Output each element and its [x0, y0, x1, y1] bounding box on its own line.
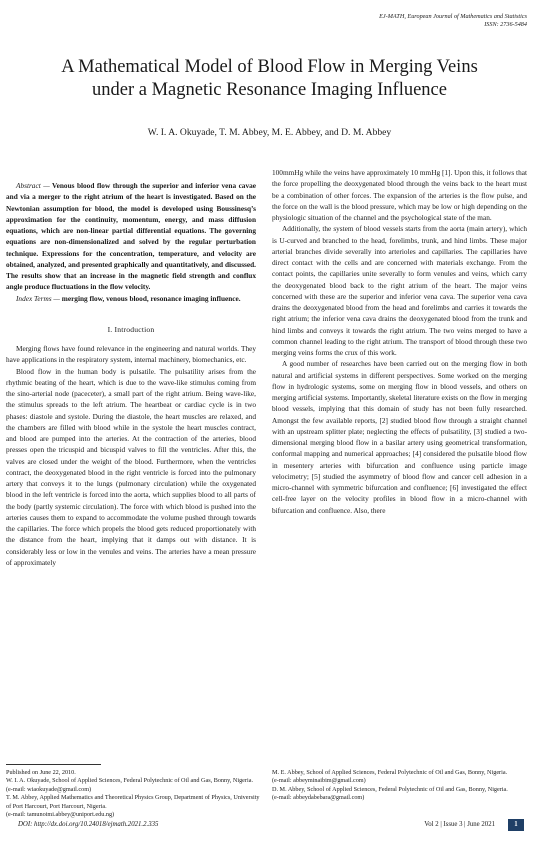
- left-column: [6, 180, 256, 568]
- right-column: [272, 167, 527, 516]
- footnote-email: (e-mail: abbeydabebara@gmail.com): [272, 794, 365, 802]
- footnote: D. M. Abbey, School of Applied Sciences, Federal Polytechnic of Oil and Gas, Bonny, Nigeria.: [272, 785, 508, 793]
- body-paragraph: Additionally, the system of blood vessels starts from the aorta (main artery), which is U-curved and branched to the head, forelimbs, trunk, and hind limbs. These major arterial branches divide severally into arterioles and capillaries. The capillaries have direct contact with the cells and are concerned with materials exchange. From the contact points, the capillaries unite severally to form venules and veins, which carry the deoxygenated blood back to the right atrium of the heart. The major veins concerned with these are the superior and inferior vena cava. The superior vena cava drains the deoxygenated blood from the head and forelimbs and carries it towards the right atrium; the inferior vena cava drains the deoxygenated blood from the trunk and hind limbs and conveys it towards the right atrium. The two veins merged to have a common channel leading to the right atrium. The transport of blood through these two merging veins forms the crux of this work.: [272, 224, 527, 357]
- doi-link[interactable]: DOI: http://dx.doi.org/10.24018/ejmath.2021.2.335: [18, 821, 159, 828]
- issn: ISSN: 2736-5484: [484, 21, 527, 28]
- index-terms-label: Index Terms —: [16, 293, 60, 303]
- author-list: W. I. A. Okuyade, T. M. Abbey, M. E. Abbey, and D. M. Abbey: [147, 127, 392, 138]
- index-terms: [6, 293, 256, 304]
- page-number-badge: 1: [508, 819, 524, 831]
- volume-info: Vol 2 | Issue 3 | June 2021: [424, 821, 495, 828]
- section-heading-introduction: I. Introduction: [107, 324, 155, 334]
- abstract: [6, 180, 256, 293]
- footnote-email: (e-mail: abbeyminaibim@gmail.com): [272, 777, 366, 785]
- body-paragraph: A good number of researches have been carried out on the merging flow in both natural and artificial systems in different perspectives. Some worked on the merging flow in hydrologic systems, some on merging flow in blood vessels, and others on merging artificial systems. Importantly, skeletal literature exists on the flow in merging blood vessels, implying that this domain of study has not been fully researched. Amongst the few available reports, [2] studied blood flow through a straight channel with an upstream splitter plate; neglecting the effects of pulsatility, [3] studied a two-dimensional merging blood flow in a basilar artery using geometrical transformation, conformal mapping and numerical approaches; [4] considered the pulsatile blood flow in mesentery arteries with bifurcation and confluence using particle image velocimetry; [5] studied the asymmetry of blood flow and cancer cell adhesion in a micro-channel with symmetric bifurcation and confluence; [6] investigated the effect cell-free layer on the velocity profiles in blood flow in a micro-channel with bifurcation and confluence. Also, there: [272, 359, 527, 515]
- footnote-email: (e-mail: tamunoimi.abbey@uniport.edu.ng): [6, 811, 115, 819]
- footnotes-left: [6, 769, 264, 819]
- footnotes-right: [272, 769, 527, 803]
- footnote: W. I. A. Okuyade, School of Applied Sciences, Federal Polytechnic of Oil and Gas, Bonny, Nigeria.: [6, 777, 253, 785]
- footnote-rule: [6, 764, 101, 765]
- index-terms-text: merging flow, venous blood, resonance imaging influence.: [61, 293, 241, 303]
- footnote: M. E. Abbey, School of Applied Sciences, Federal Polytechnic of Oil and Gas, Bonny, Nigeria.: [272, 769, 508, 776]
- footnote: Published on June 22, 2010.: [6, 769, 76, 776]
- footnote: T. M. Abbey, Applied Mathematics and Theoretical Physics Group, Department of Physics, University of Port Harcourt, Port Harcourt, Nigeria.: [6, 794, 260, 810]
- journal-name: EJ-MATH, European Journal of Mathematics and Statistics: [379, 13, 527, 20]
- abstract-text: Venous blood flow through the superior and inferior vena cavae and via a merger to the right atrium of the heart is investigated. Based on the Newtonian assumption for blood, the model is developed using Boussinesq’s approximation for the continuity, momentum, energy, and mass diffusion equations, which are non-linear partial differential equations. The governing equations are non-dimensionalized and solved by the regular perturbation technique. Expressions for the concentration, temperature, and velocity are obtained, analyzed, and presented graphically and quantitatively, and discussed. The results show that an increase in the magnetic field strength and conflux angle produce fluctuations in the flow velocity.: [6, 181, 256, 292]
- abstract-label: Abstract —: [16, 181, 50, 190]
- title-line-2: under a Magnetic Resonance Imaging Influence: [92, 80, 447, 100]
- body-paragraph: 100mmHg while the veins have approximately 10 mmHg [1]. Upon this, it follows that the force propelling the deoxygenated blood through the veins back to the heart must be a combination of other forces. The expansion of the arteries is the flow pulse, and the force on the wall is the blood pressure, which may be low or high depending on the physiologic situation of the channel and the psychological state of the man.: [272, 168, 527, 222]
- body-paragraph: Merging flows have found relevance in the engineering and natural worlds. They have applications in the respiratory system, internal machinery, biomechanics, etc.: [6, 344, 256, 365]
- paper-title: [0, 56, 539, 102]
- title-line-1: A Mathematical Model of Blood Flow in Merging Veins: [61, 57, 478, 77]
- running-header: [379, 13, 527, 29]
- footnote-email: (e-mail: wiaokuyade@gmail.com): [6, 785, 92, 793]
- body-paragraph: Blood flow in the human body is pulsatile. The pulsatility arises from the rhythmic beating of the heart, which is due to the wave-like stimulus coming from the sino-arterial node (paceceter), a small part of the right atrium. Being wave-like, the stimulus spreads to the left atrium. The heartbeat or cardiac cycle is in two phases: diastole and systole. During the diastole, the heart muscles are relaxed, and the chambers are filled with blood while in the systole the heart muscles contract, and blood are pumped into the arteries. At the contraction of the arteries, blood presses open the tricuspid and bicuspid valves to fill the ventricles. After this, the valves are closed under the weight of the blood. Furthermore, when the ventricles contract, the deoxygenated blood in the right ventricle is forced into the pulmonary artery that conveys it to the lungs (pulmonary circulation) while the oxygenated blood in the left ventricle is forced into the aorta, which supplies blood to all parts of the body (partly systemic circulation). The force with which blood is pushed into the arteries causes them to expand to accommodate the volume pushed through towards the capillaries. The force which propels the blood gets reduced proportionately with the distance from the heart, implying that it damps out with distance. It is considerably less or low in the venules and veins. The arteries have a mean pressure of approximately: [6, 366, 256, 567]
- page-footer: [10, 820, 527, 832]
